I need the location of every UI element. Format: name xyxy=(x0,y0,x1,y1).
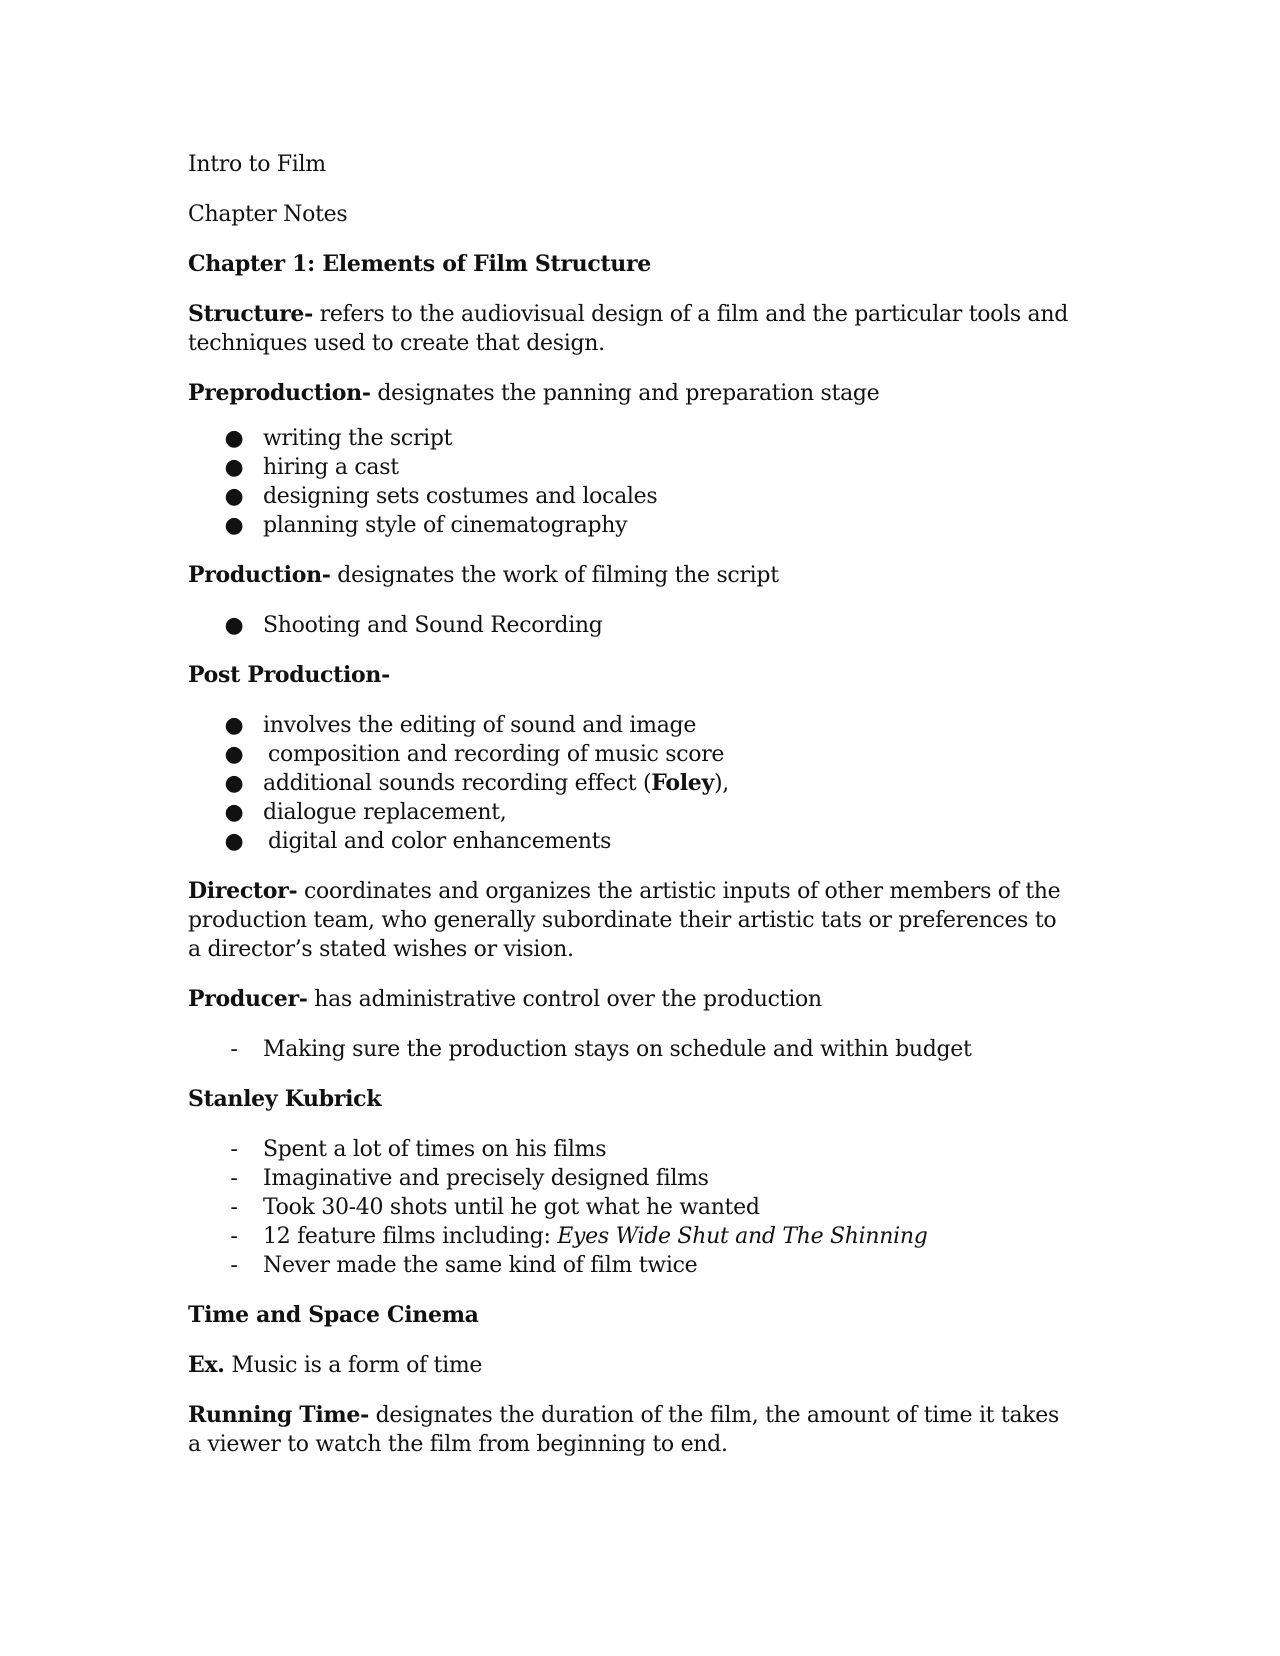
list-item-text: Never made the same kind of film twice xyxy=(263,1253,698,1278)
list-item-text: 12 feature films including: xyxy=(263,1224,558,1249)
chapter-heading-text: Chapter 1: Elements of Film Structure xyxy=(188,251,651,277)
list-item xyxy=(188,1164,1068,1193)
bullet-icon: ● xyxy=(224,742,244,767)
production-list xyxy=(188,611,1068,640)
list-item xyxy=(188,1035,1068,1064)
list-item-text: Shooting and Sound Recording xyxy=(263,613,603,638)
running-time-definition xyxy=(188,1401,1068,1459)
list-item-text: Making sure the production stays on schedule and within budget xyxy=(263,1037,972,1062)
bullet-icon: ● xyxy=(224,829,244,854)
preproduction-list xyxy=(188,424,1068,540)
kubrick-heading-text: Stanley Kubrick xyxy=(188,1086,382,1112)
list-item xyxy=(188,1193,1068,1222)
dash-icon: - xyxy=(230,1253,238,1278)
post-production-heading xyxy=(188,661,1068,690)
time-space-heading xyxy=(188,1301,1068,1330)
bullet-icon: ● xyxy=(224,513,244,538)
bullet-icon: ● xyxy=(224,455,244,480)
example-line xyxy=(188,1351,1068,1380)
bullet-icon: ● xyxy=(224,613,244,638)
dash-icon: - xyxy=(230,1037,238,1062)
foley-close: ), xyxy=(713,771,729,796)
dash-icon: - xyxy=(230,1166,238,1191)
director-definition xyxy=(188,877,1068,964)
list-item xyxy=(188,453,1068,482)
running-time-term: Running Time- xyxy=(188,1402,369,1428)
dash-icon: - xyxy=(230,1224,238,1249)
bullet-icon: ● xyxy=(224,484,244,509)
dash-icon: - xyxy=(230,1137,238,1162)
bullet-icon: ● xyxy=(224,713,244,738)
course-title: Intro to Film xyxy=(188,152,326,177)
list-item xyxy=(188,1222,1068,1251)
list-item-text: writing the script xyxy=(263,426,453,451)
post-production-term: Post Production- xyxy=(188,662,390,688)
list-item xyxy=(188,482,1068,511)
film-titles: Eyes Wide Shut and The Shinning xyxy=(557,1224,928,1249)
document-body xyxy=(188,150,1068,1480)
list-item xyxy=(188,1251,1068,1280)
list-item xyxy=(188,798,1068,827)
list-item xyxy=(188,424,1068,453)
list-item-text: designing sets costumes and locales xyxy=(263,484,658,509)
structure-term: Structure- xyxy=(188,301,313,327)
structure-text: refers to the audiovisual design of a film and the particular tools and techniques used to create that design. xyxy=(188,302,1069,356)
list-item-text: Took 30-40 shots until he got what he wanted xyxy=(263,1195,760,1220)
kubrick-heading xyxy=(188,1085,1068,1114)
bullet-icon: ● xyxy=(224,426,244,451)
production-text: designates the work of filming the script xyxy=(330,563,779,588)
running-time-text: designates the duration of the film, the amount of time it takes a viewer to watch the film from beginning to end. xyxy=(188,1403,1060,1457)
bullet-icon: ● xyxy=(224,771,244,796)
preproduction-text: designates the panning and preparation stage xyxy=(370,381,880,406)
list-item-text: involves the editing of sound and image xyxy=(263,713,697,738)
post-production-list xyxy=(188,711,1068,856)
foley-term: Foley xyxy=(651,770,714,796)
structure-definition xyxy=(188,300,1068,358)
list-item-text: Imaginative and precisely designed films xyxy=(263,1166,709,1191)
director-text: coordinates and organizes the artistic inputs of other members of the production team, who generally subordinate their artistic tats or preferences to a director’s stated wishes or vision. xyxy=(188,879,1061,962)
list-item-text: dialogue replacement, xyxy=(263,800,507,825)
producer-term: Producer- xyxy=(188,986,308,1012)
kubrick-list xyxy=(188,1135,1068,1280)
bullet-icon: ● xyxy=(224,800,244,825)
example-text: Music is a form of time xyxy=(224,1353,483,1378)
list-item xyxy=(188,740,1068,769)
list-item xyxy=(188,827,1068,856)
time-space-heading-text: Time and Space Cinema xyxy=(188,1302,479,1328)
producer-text: has administrative control over the production xyxy=(307,987,822,1012)
producer-list xyxy=(188,1035,1068,1064)
list-item-text: digital and color enhancements xyxy=(268,829,612,854)
production-term: Production- xyxy=(188,562,331,588)
list-item xyxy=(188,511,1068,540)
list-item-text: hiring a cast xyxy=(263,455,399,480)
list-item-text: composition and recording of music score xyxy=(268,742,725,767)
subtitle: Chapter Notes xyxy=(188,202,348,227)
chapter-heading xyxy=(188,250,1068,279)
preproduction-term: Preproduction- xyxy=(188,380,371,406)
list-item-text: planning style of cinematography xyxy=(263,513,628,538)
example-term: Ex. xyxy=(188,1352,225,1378)
list-item xyxy=(188,711,1068,740)
director-term: Director- xyxy=(188,878,298,904)
production-definition xyxy=(188,561,1068,590)
preproduction-definition xyxy=(188,379,1068,408)
producer-definition xyxy=(188,985,1068,1014)
list-item-text: Spent a lot of times on his films xyxy=(263,1137,607,1162)
list-item-text: additional sounds recording effect ( xyxy=(263,771,652,796)
list-item xyxy=(188,769,1068,798)
list-item xyxy=(188,1135,1068,1164)
dash-icon: - xyxy=(230,1195,238,1220)
list-item xyxy=(188,611,1068,640)
